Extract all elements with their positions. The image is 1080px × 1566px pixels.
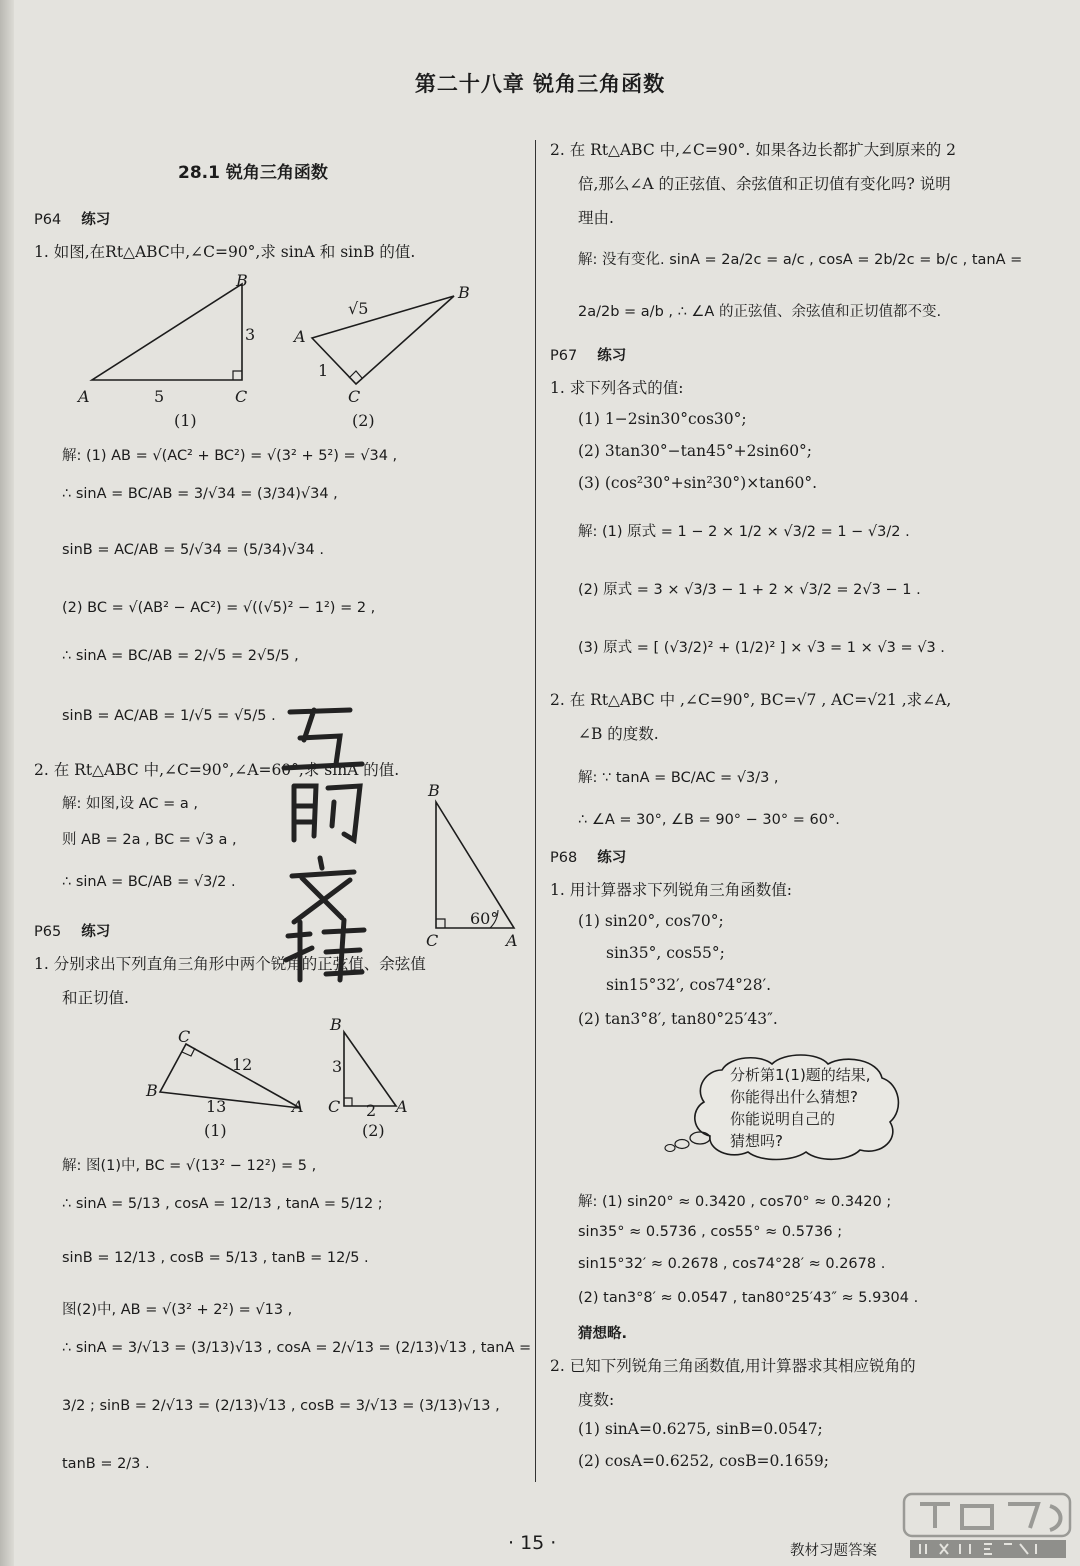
thought-cloud-text: 你能说明自己的 [730, 1110, 836, 1128]
question-item: (2) tan3°8′, tan80°25′43″. [578, 1010, 778, 1028]
vertex-label-a: A [292, 1097, 304, 1116]
solution-line: sin15°32′ ≈ 0.2678 , cos74°28′ ≈ 0.2678 . [578, 1256, 886, 1272]
question-item: (1) sin20°, cos70°; [578, 912, 724, 930]
figure-caption: (2) [362, 1121, 385, 1140]
binding-gutter [0, 0, 14, 1566]
section-title: 28.1 锐角三角函数 [178, 163, 328, 183]
side-label-ca: 2 [366, 1101, 377, 1120]
solution-line: ∴ sinA = BC/AB = 2/√5 = 2√5/5 , [62, 648, 299, 664]
vertex-label-b: B [330, 1015, 342, 1034]
solution-line: 解: (1) AB = √(AC² + BC²) = √(3² + 5²) = √34 , [62, 448, 398, 464]
solution-line: 解: 图(1)中, BC = √(13² − 12²) = 5 , [62, 1158, 317, 1174]
figure-caption: (1) [174, 411, 197, 430]
solution-line: ∴ sinA = BC/AB = √3/2 . [62, 874, 236, 890]
side-label-ab: √5 [348, 299, 369, 318]
side-label-ac: 1 [318, 361, 329, 380]
solution-line: sinB = AC/AB = 5/√34 = (5/34)√34 . [62, 542, 324, 558]
vertex-label-b: B [428, 781, 440, 800]
page-ref-p64: P64 练习 [34, 212, 111, 228]
solution-line: (2) tan3°8′ ≈ 0.0547 , tan80°25′43″ ≈ 5.9304 . [578, 1290, 919, 1306]
question-item: sin15°32′, cos74°28′. [606, 976, 772, 994]
solution-line: 解: ∵ tanA = BC/AC = √3/3 , [578, 770, 779, 786]
solution-line: sinB = AC/AB = 1/√5 = √5/5 . [62, 708, 276, 724]
vertex-label-a: A [506, 931, 518, 950]
vertex-label-c: C [235, 387, 248, 406]
page-number: · 15 · [508, 1532, 557, 1554]
page-ref-p68: P68 练习 [550, 850, 627, 866]
question-p68-2: 2. 已知下列锐角三角函数值,用计算器求其相应锐角的 [550, 1357, 916, 1375]
question-item: (1) 1−2sin30°cos30°; [578, 410, 747, 428]
question-r-2-cont: 倍,那么∠A 的正弦值、余弦值和正切值有变化吗? 说明 [578, 175, 951, 193]
solution-line: (3) 原式 = [ (√3/2)² + (1/2)² ] × √3 = 1 × √3 = √3 . [578, 640, 945, 656]
angle-label: 60° [470, 909, 499, 928]
triangle-figure-60 [420, 778, 530, 948]
question-item: (2) cosA=0.6252, cosB=0.1659; [578, 1452, 829, 1470]
handwriting-overlay [270, 690, 380, 990]
question-p67-2-cont: ∠B 的度数. [578, 725, 659, 743]
vertex-label-a: A [294, 327, 306, 346]
solution-line: 3/2 ; sinB = 2/√13 = (2/13)√13 , cosB = 3/√13 = (3/13)√13 , [62, 1398, 500, 1414]
solution-line: 解: (1) 原式 = 1 − 2 × 1/2 × √3/2 = 1 − √3/2 . [578, 524, 910, 540]
solution-line: ∴ sinA = 3/√13 = (3/13)√13 , cosA = 2/√13 = (2/13)√13 , tanA = [62, 1340, 532, 1356]
solution-line: 图(2)中, AB = √(3² + 2²) = √13 , [62, 1302, 293, 1318]
question-p64-2: 2. 在 Rt△ABC 中,∠C=90°,∠A=60°,求 sinA 的值. [34, 761, 400, 779]
question-r-2: 2. 在 Rt△ABC 中,∠C=90°. 如果各边长都扩大到原来的 2 [550, 141, 956, 159]
figure-caption: (1) [204, 1121, 227, 1140]
footer-label: 教材习题答案 [790, 1543, 877, 1559]
vertex-label-b: B [236, 271, 248, 290]
question-p68-1: 1. 用计算器求下列锐角三角函数值: [550, 881, 792, 899]
vertex-label-c: C [328, 1097, 341, 1116]
question-r-2-cont: 理由. [578, 209, 614, 227]
page-ref-p65: P65 练习 [34, 924, 111, 940]
solution-line: sin35° ≈ 0.5736 , cos55° ≈ 0.5736 ; [578, 1224, 843, 1240]
solution-line: 解: (1) sin20° ≈ 0.3420 , cos70° ≈ 0.3420 ; [578, 1194, 892, 1210]
figure-caption: (2) [352, 411, 375, 430]
side-label-bc: 3 [332, 1057, 343, 1076]
triangle-figure-p65-2 [320, 1014, 420, 1144]
question-item: (2) 3tan30°−tan45°+2sin60°; [578, 442, 813, 460]
question-item: (1) sinA=0.6275, sinB=0.0547; [578, 1420, 823, 1438]
solution-line: 则 AB = 2a , BC = √3 a , [62, 832, 237, 848]
side-label-ba: 13 [206, 1097, 227, 1116]
solution-line: (2) BC = √(AB² − AC²) = √((√5)² − 1²) = 2 , [62, 600, 376, 616]
vertex-label-a: A [78, 387, 90, 406]
solution-line: ∴ sinA = BC/AB = 3/√34 = (3/34)√34 , [62, 486, 338, 502]
vertex-label-c: C [348, 387, 361, 406]
solution-line: sinB = 12/13 , cosB = 5/13 , tanB = 12/5 . [62, 1250, 369, 1266]
question-p67-1: 1. 求下列各式的值: [550, 379, 684, 397]
solution-line: 解: 如图,设 AC = a , [62, 796, 198, 812]
question-item: sin35°, cos55°; [606, 944, 725, 962]
vertex-label-b: B [146, 1081, 158, 1100]
triangle-figure-1 [70, 272, 270, 432]
side-label-bc: 3 [245, 325, 256, 344]
column-divider [535, 140, 536, 1482]
thought-cloud-text: 分析第1(1)题的结果, [730, 1066, 871, 1084]
question-p65-1: 1. 分别求出下列直角三角形中两个锐角的正弦值、余弦值 [34, 955, 426, 973]
solution-line: ∴ ∠A = 30°, ∠B = 90° − 30° = 60°. [578, 812, 840, 828]
triangle-figure-2 [290, 280, 490, 440]
question-p68-2-cont: 度数: [578, 1391, 615, 1409]
page-ref-p67: P67 练习 [550, 348, 627, 364]
solution-line: tanB = 2/3 . [62, 1456, 150, 1472]
question-p65-1-cont: 和正切值. [62, 989, 129, 1007]
vertex-label-c: C [426, 931, 439, 950]
solution-line: 2a/2b = a/b , ∴ ∠A 的正弦值、余弦值和正切值都不变. [578, 304, 942, 320]
solution-line: 猜想略. [578, 1326, 628, 1342]
side-label-ca: 12 [232, 1055, 253, 1074]
vertex-label-b: B [458, 283, 470, 302]
vertex-label-c: C [178, 1027, 191, 1046]
thought-cloud-text: 你能得出什么猜想? [730, 1088, 858, 1106]
question-item: (3) (cos²30°+sin²30°)×tan60°. [578, 474, 818, 492]
thought-cloud-text: 猜想吗? [730, 1132, 783, 1150]
triangle-figure-p65-1 [140, 1022, 320, 1144]
solution-line: ∴ sinA = 5/13 , cosA = 12/13 , tanA = 5/12 ; [62, 1196, 383, 1212]
question-p64-1: 1. 如图,在Rt△ABC中,∠C=90°,求 sinA 和 sinB 的值. [34, 243, 416, 261]
vertex-label-a: A [396, 1097, 408, 1116]
solution-line: 解: 没有变化. sinA = 2a/2c = a/c , cosA = 2b/2c = b/c , tanA = [578, 252, 1023, 268]
solution-line: (2) 原式 = 3 × √3/3 − 1 + 2 × √3/2 = 2√3 − 1 . [578, 582, 921, 598]
question-p67-2: 2. 在 Rt△ABC 中 ,∠C=90°, BC=√7 , AC=√21 ,求∠A, [550, 691, 952, 709]
chapter-title: 第二十八章 锐角三角函数 [414, 72, 666, 96]
watermark-logo [900, 1488, 1076, 1562]
side-label-ac: 5 [154, 387, 165, 406]
